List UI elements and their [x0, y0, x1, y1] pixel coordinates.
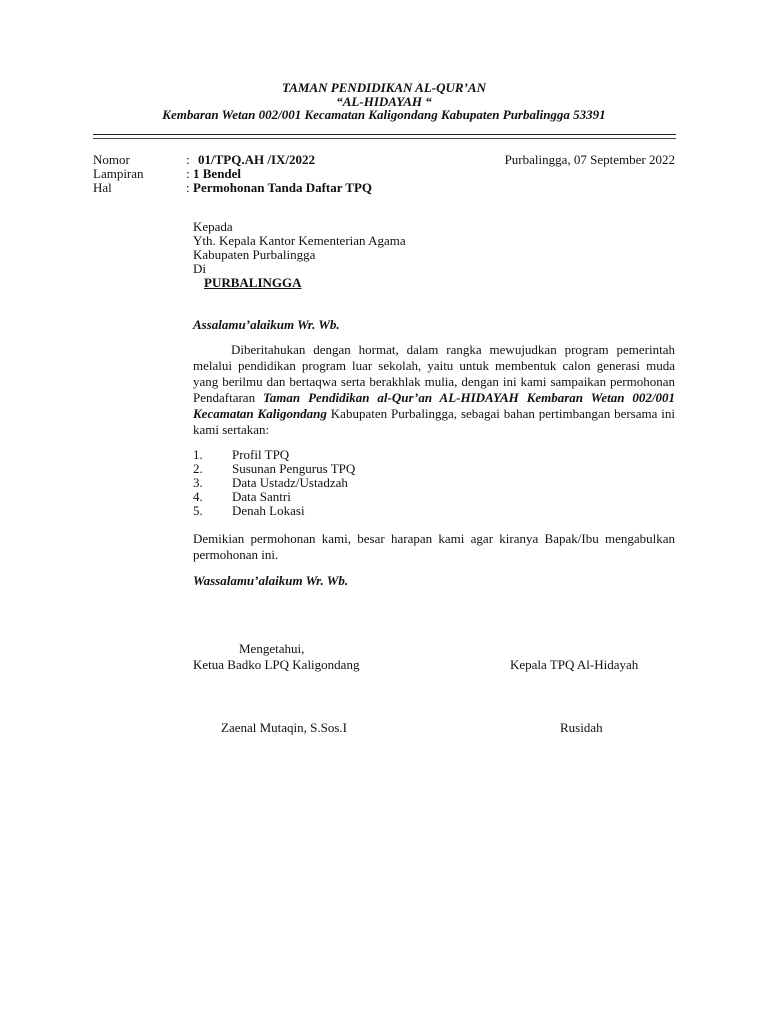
letterhead-rule-thin: [93, 138, 676, 139]
nomor-value: 01/TPQ.AH /IX/2022: [198, 152, 316, 167]
p1-part2: Kabupaten Purbalingga, sebagai bahan pertimbangan bersama ini kami sertakan:: [193, 406, 675, 437]
list-item: 4. Data Santri: [193, 489, 291, 504]
list-item: 1. Profil TPQ: [193, 447, 290, 462]
recipient-line4: Di: [193, 261, 206, 276]
lampiran-label: Lampiran: [93, 166, 144, 181]
list-item: 2. Susunan Pengurus TPQ: [193, 461, 356, 476]
hal-label: Hal: [93, 180, 112, 195]
lampiran-value: 1 Bendel: [193, 166, 242, 181]
right-signer-title: Kepala TPQ Al-Hidayah: [510, 657, 639, 672]
farewell: Wassalamu’alaikum Wr. Wb.: [193, 573, 349, 588]
nomor-label: Nomor: [93, 152, 130, 167]
closing-text: Demikian permohonan kami, besar harapan kami agar kiranya Bapak/Ibu mengabulkan permohonan ini.: [193, 531, 675, 562]
attachments-list: [193, 448, 355, 518]
hal-value: Permohonan Tanda Daftar TPQ: [193, 180, 373, 195]
nomor-colon: :: [186, 152, 190, 167]
recipient-block: [193, 220, 406, 290]
mengetahui-label: Mengetahui,: [239, 641, 305, 656]
recipient-city: PURBALINGGA: [204, 275, 302, 290]
list-item: 3. Data Ustadz/Ustadzah: [193, 475, 348, 490]
recipient-line3: Kabupaten Purbalingga: [193, 247, 316, 262]
body-paragraph-1: [193, 342, 675, 438]
recipient-line2: Yth. Kepala Kantor Kementerian Agama: [193, 233, 406, 248]
place-date: Purbalingga, 07 September 2022: [504, 152, 675, 167]
greeting: Assalamu’alaikum Wr. Wb.: [193, 317, 340, 332]
left-signer-name: Zaenal Mutaqin, S.Sos.I: [221, 720, 348, 735]
closing-paragraph: [193, 531, 675, 563]
letterhead-address: Kembaran Wetan 002/001 Kecamatan Kaligondang Kabupaten Purbalingga 53391: [162, 107, 606, 122]
letterhead-rule-thick: [93, 134, 676, 135]
p1-part1: Diberitahukan dengan hormat, dalam rangka mewujudkan program pemerintah melalui pendidikan program luar sekolah, yaitu untuk membentuk calon generasi muda yang berilmu dan bertaqwa serta berakhlak mulia, dengan ini kami sampaikan permohonan Pendaftaran: [193, 342, 675, 405]
right-signer-name: Rusidah: [560, 720, 603, 735]
p1-bold: Taman Pendidikan al-Qur’an AL-HIDAYAH Kembaran Wetan 002/001 Kecamatan Kaligondang: [193, 390, 675, 421]
list-item: 5. Denah Lokasi: [193, 503, 305, 518]
left-signer-title: Ketua Badko LPQ Kaligondang: [193, 657, 360, 672]
letterhead-org-short: “AL-HIDAYAH “: [336, 94, 432, 109]
letterhead-org-name: TAMAN PENDIDIKAN AL-QUR’AN: [282, 80, 486, 95]
recipient-line1: Kepada: [193, 219, 233, 234]
hal-colon: :: [186, 180, 190, 195]
lampiran-colon: :: [186, 166, 190, 181]
